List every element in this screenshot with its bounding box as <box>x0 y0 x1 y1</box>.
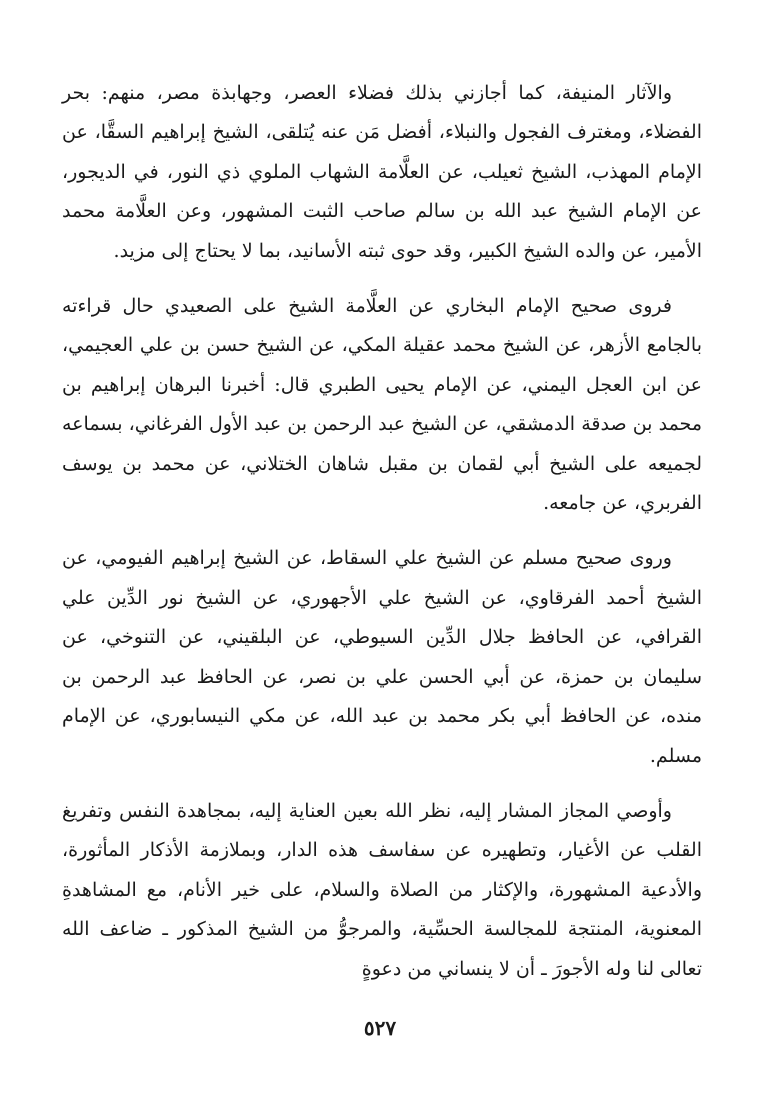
paragraph-advice: وأوصي المجاز المشار إليه، نظر الله بعين العناية إليه، بمجاهدة النفس وتفريغ القلب عن الأغيار، وتطهيره عن سفاسف هذه الدار، وبملازمة الأذكار المأثورة، والأدعية المشهورة، والإكثار من الصلاة والسلام، على خير الأنام، مع المشاهدةِ المعنوية، المنتجة للمجالسة الحسِّية، والمرجوُّ من الشيخ المذكور ـ ضاعف الله تعالى لنا وله الأجورَ ـ أن لا ينساني من دعوةٍ <box>62 799 702 980</box>
page-number: ٥٢٧ <box>363 1016 397 1040</box>
paragraph-sahih-bukhari-chain: فروى صحيح الإمام البخاري عن العلَّامة الشيخ على الصعيدي حال قراءته بالجامع الأزهر، عن الشيخ محمد عقيلة المكي، عن الشيخ حسن بن علي العجيمي، عن ابن العجل اليمني، عن الإمام يحيى الطبري قال: أخبرنا البرهان إبراهيم بن محمد بن صدقة الدمشقي، عن الشيخ عبد الرحمن بن عبد الأول الفرغاني، بسماعه لجميعه على الشيخ أبي لقمان بن مقبل شاهان الختلاني، عن محمد بن يوسف الفربري، عن جامعه. <box>62 295 702 515</box>
paragraph-ijaza-intro: والآثار المنيفة، كما أجازني بذلك فضلاء العصر، وجهابذة مصر، منهم: بحر الفضلاء، ومغترف الفجول والنبلاء، أفضل مَن عنه يُتلقى، الشيخ إبراهيم السقَّا، عن الإمام المهذب، الشيخ ثعيلب، عن العلَّامة الشهاب الملوي ذي النور، في الديجور، عن الإمام الشيخ عبد الله بن سالم صاحب الثبت المشهور، وعن العلَّامة محمد الأمير، عن والده الشيخ الكبير، وقد حوى ثبته الأسانيد، بما لا يحتاج إلى مزيد. <box>62 82 702 262</box>
paragraph-sahih-muslim-chain: وروى صحيح مسلم عن الشيخ علي السقاط، عن الشيخ إبراهيم الفيومي، عن الشيخ أحمد الفرقاوي، عن الشيخ علي الأجهوري، عن الشيخ نور الدِّين علي القرافي، عن الحافظ جلال الدِّين السيوطي، عن البلقيني، عن التنوخي، عن سليمان بن حمزة، عن أبي الحسن علي بن نصر، عن الحافظ عبد الرحمن بن منده، عن الحافظ أبي بكر محمد بن عبد الله، عن مكي النيسابوري، عن الإمام مسلم. <box>62 547 702 767</box>
body-text <box>62 74 702 989</box>
